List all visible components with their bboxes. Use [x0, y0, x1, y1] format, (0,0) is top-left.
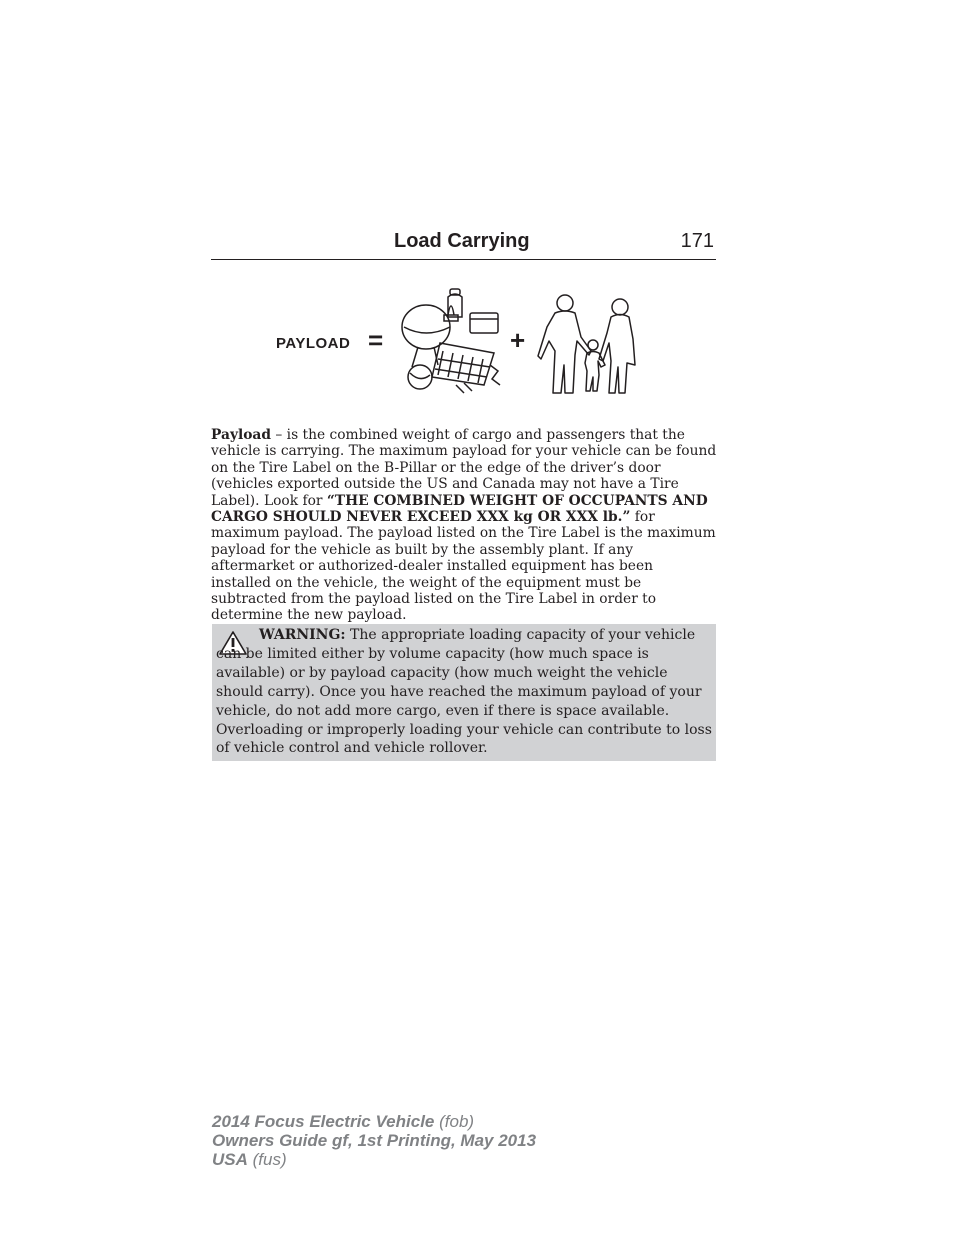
- warning-label: WARNING:: [259, 627, 346, 643]
- footer-market-code: (fus): [247, 1150, 287, 1169]
- warning-text-block: [216, 626, 712, 758]
- payload-illustration: [270, 285, 650, 400]
- payload-label: PAYLOAD: [276, 335, 351, 352]
- section-title: Load Carrying: [394, 230, 530, 252]
- footer-vehicle: 2014 Focus Electric Vehicle: [212, 1112, 435, 1131]
- tire-label-quote: “THE COMBINED WEIGHT OF OCCUPANTS AND CARGO SHOULD NEVER EXCEED XXX kg OR XXX lb.”: [211, 492, 708, 526]
- payload-text-1: – is the combined weight of cargo and passengers that the vehicle is carrying. The maximum payload for your vehicle can be found on the Tire Label on the B-Pillar or the edge of the driver’s door (vehicles exported outside the US and Canada may not have a Tire Label). Look for: [211, 427, 717, 509]
- document-footer: [212, 1112, 536, 1169]
- payload-paragraph: [211, 427, 717, 624]
- page-number: 171: [680, 230, 714, 252]
- warning-box: [212, 624, 716, 761]
- equals-sign: =: [368, 325, 384, 355]
- payload-term: Payload: [211, 427, 271, 443]
- plus-sign: +: [510, 325, 526, 355]
- footer-edition: Owners Guide gf, 1st Printing, May 2013: [212, 1131, 537, 1150]
- warning-text: The appropriate loading capacity of your vehicle can be limited either by volume capacity (how much space is available) or by payload capacity (how much weight the vehicle should carry). Once you have reached the maximum payload of your vehicle, do not add more cargo, even if there is space available. Overloading or improperly loading your vehicle can contribute to loss of vehicle control and vehicle rollover.: [216, 627, 712, 757]
- cargo-grill-cooler-icon: [398, 287, 506, 397]
- footer-market: USA: [212, 1150, 248, 1169]
- footer-vehicle-code: (fob): [434, 1112, 475, 1131]
- family-silhouette-icon: [535, 293, 645, 399]
- payload-text-2: for maximum payload. The payload listed on the Tire Label is the maximum payload for the vehicle as built by the assembly plant. If any aftermarket or authorized-dealer installed equipment has been installed on the vehicle, the weight of the equipment must be subtracted from the payload listed on the Tire Label in order to determine the new payload.: [211, 509, 716, 624]
- page-header: [211, 228, 716, 260]
